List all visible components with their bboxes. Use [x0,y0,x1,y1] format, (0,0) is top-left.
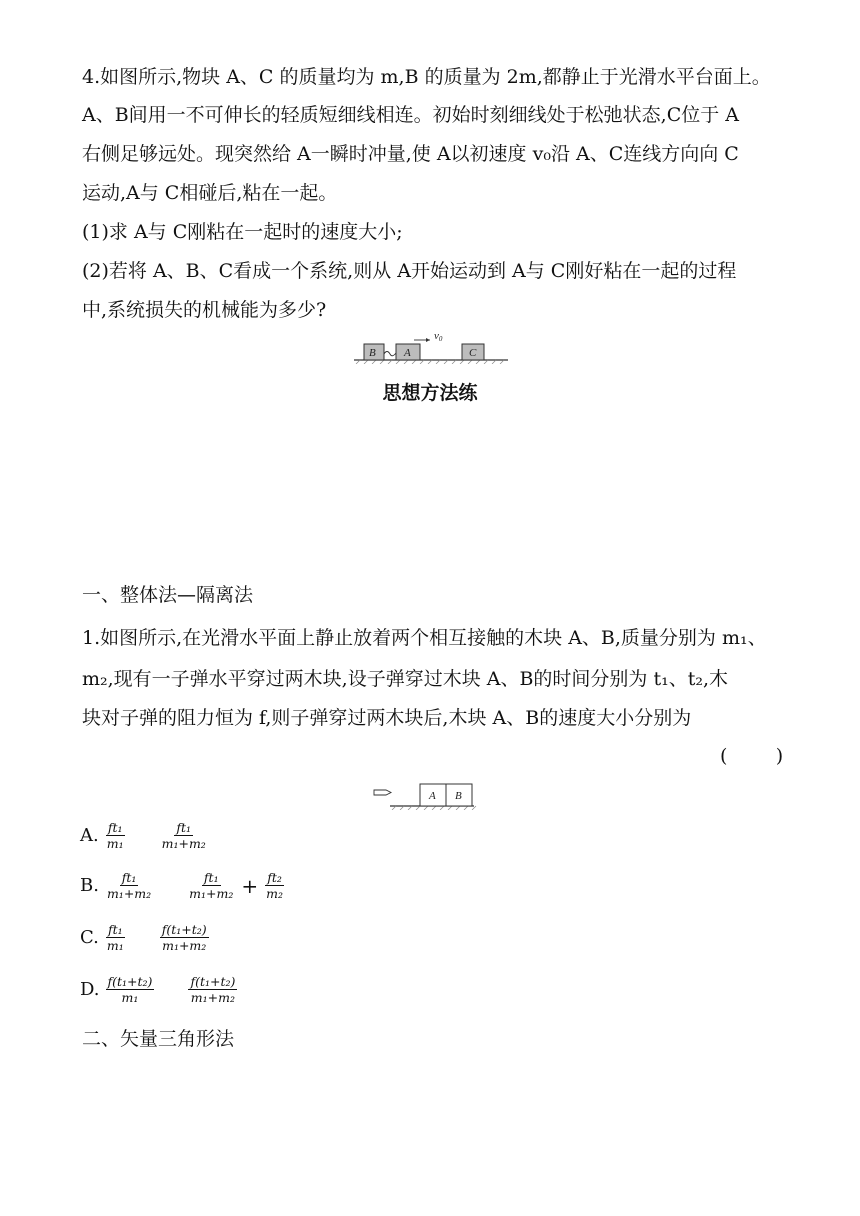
option-c-frac-1: $\frac{\text{ft₁}}{\text{m₁}}$ [106,922,124,953]
option-b-plus: + [241,873,259,898]
q4-line-4: 运动,A与 C相碰后,粘在一起。 [82,182,338,204]
q1-figure [370,780,490,810]
option-c[interactable] [80,922,213,953]
answer-paren: ( ) [720,745,784,767]
option-b[interactable] [80,870,289,901]
string [384,352,396,356]
section-title: 思想方法练 [382,382,478,404]
q1-line-3: 块对子弹的阻力恒为 f,则子弹穿过两木块后,木块 A、B的速度大小分别为 [82,707,692,729]
q4-line-7: 中,系统损失的机械能为多少? [82,299,327,321]
q4-line-3: 右侧足够远处。现突然给 A一瞬时冲量,使 A以初速度 v₀沿 A、C连线方向向 C [82,143,739,165]
option-d[interactable] [80,974,241,1005]
option-d-frac-1: $\frac{\text{f(t₁+t₂)}}{\text{m₁}}$ [107,974,153,1005]
option-d-label: D. [80,979,100,1000]
q4-line-5: (1)求 A与 C刚粘在一起时的速度大小; [82,221,403,243]
option-b-frac-2: $\frac{\text{ft₁}}{\text{m₁+m₂}}$ [189,870,234,901]
q4-line-1: 4.如图所示,物块 A、C 的质量均为 m,B 的质量为 2m,都静止于光滑水平台面上。 [82,66,771,88]
option-c-frac-2: $\frac{\text{f(t₁+t₂)}}{\text{m₁+m₂}}$ [161,922,207,953]
option-b-label: B. [80,875,99,896]
option-b-frac-3: $\frac{\text{ft₂}}{\text{m₂}}$ [266,870,283,901]
option-a-frac-2: $\frac{\text{ft₁}}{\text{m₁+m₂}}$ [161,820,206,851]
q1-line-2: m₂,现有一子弹水平穿过两木块,设子弹穿过木块 A、B的时间分别为 t₁、t₂,木 [82,668,729,690]
q4-line-6: (2)若将 A、B、C看成一个系统,则从 A开始运动到 A与 C刚好粘在一起的过程 [82,260,737,282]
wood-block-b-label: B [455,790,462,802]
option-a[interactable] [80,820,212,851]
block-a-label: A [404,347,411,359]
part1-heading: 一、整体法—隔离法 [82,584,254,606]
velocity-label: v0 [434,330,443,343]
wood-block-a-label: A [429,790,436,802]
q4-figure [352,328,512,364]
option-a-label: A. [80,825,99,846]
bullet-icon [374,790,391,795]
block-b-label: B [369,347,376,359]
block-c-label: C [469,347,477,359]
option-c-label: C. [80,927,99,948]
q1-line-1: 1.如图所示,在光滑水平面上静止放着两个相互接触的木块 A、B,质量分别为 m₁、 [82,627,767,649]
part2-heading: 二、矢量三角形法 [82,1028,235,1050]
q4-line-2: A、B间用一不可伸长的轻质短细线相连。初始时刻细线处于松弛状态,C位于 A [82,104,740,126]
option-d-frac-2: $\frac{\text{f(t₁+t₂)}}{\text{m₁+m₂}}$ [190,974,236,1005]
option-b-frac-1: $\frac{\text{ft₁}}{\text{m₁+m₂}}$ [106,870,152,901]
option-a-frac-1: $\frac{\text{ft₁}}{\text{m₁}}$ [106,820,124,851]
